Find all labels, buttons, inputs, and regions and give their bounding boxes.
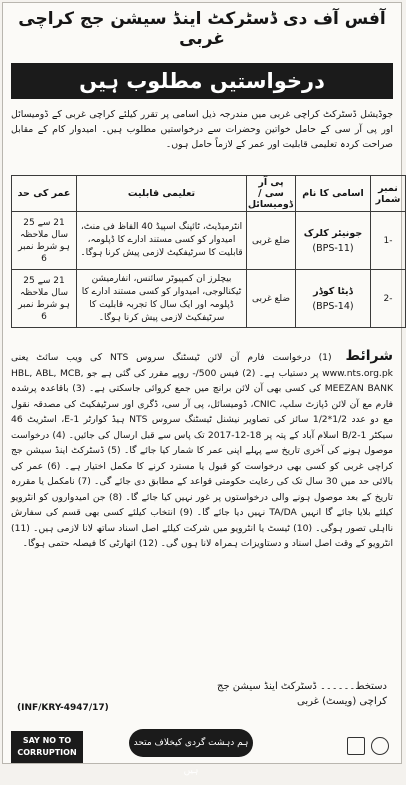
vacancies-table [11,175,406,328]
intro-paragraph: جوڈیشل ڈسٹرکٹ کراچی غربی میں مندرجہ ذیل اسامی پر تقرر کیلئے کراچی غربی کے ڈومیسائل اور پی آر سی کے حامل خواتین وحضرات سے درخواستیں مطلوب ہیں۔ امیدوار کام کے مقابل صراحت کردہ تعلیمی قابلیت اور عمر کے لازماً حامل ہوں۔ [11,109,393,150]
post-name: جونیئر کلرک [303,227,363,239]
corruption-line-1: SAY NO TO [22,736,72,745]
say-no-to-corruption-badge [11,731,83,763]
header-age: عمر کی حد [12,176,77,212]
header-serial: نمبر شمار [371,176,406,212]
qualification-cell: انٹرمیڈیٹ، ٹائپنگ اسپیڈ 40 الفاظ فی منٹ، امیدوار کو کسی مستند ادارے کا ڈپلومہ، قابلیت کا سرٹیفکیٹ لازمی پیش کرنا ہوگا۔ [77,212,247,270]
table-header-row [12,176,406,212]
signature-block [217,679,387,709]
conditions-block [11,349,393,552]
corruption-line-2: CORRUPTION [17,748,77,757]
nts-website-link[interactable]: www.nts.org.pk [322,367,394,379]
advertisement [2,2,402,776]
serial-cell: -2 [371,270,406,328]
bank-names: HBL, ABL, MCB, MEEZAN BANK [11,367,393,394]
age-cell: 21 سے 25 سال ملاحظہ ہو شرط نمبر 6 [12,212,77,270]
post-scale: (BPS-14) [312,300,354,312]
anti-terrorism-slogan: ہم دہشت گردی کیخلاف متحد ہیں [129,729,253,757]
post-name: ڈیٹا کوڈر [313,285,353,297]
seal-icon [371,737,389,755]
post-cell [296,212,371,270]
serial-cell: -1 [371,212,406,270]
domicile-cell: ضلع غربی [247,270,296,328]
post-scale: (BPS-11) [312,242,354,254]
signature-title: دستخط۔۔۔۔۔۔ ڈسٹرکٹ اینڈ سیشن جج [216,681,387,692]
header-domicile: پی آر سی / ڈومیسائل [247,176,296,212]
table-row [12,212,406,270]
header-post: اسامی کا نام [296,176,371,212]
signature-location: کراچی (ویسٹ) غربی [297,696,387,707]
conditions-heading: شرائط [345,348,394,364]
reference-number: (INF/KRY-4947/17) [17,703,109,713]
condition-text-3: کی کسی بھی آن لائن برانچ میں جمع کروائی جاسکتی ہے۔ (3) باقاعدہ پرشدہ فارم مع آن لائن ڈپازٹ سلپ، CNIC، ڈومیسائل، پی آر سی، ڈگری اور سرٹیفکیٹ کی مصدقہ نقول مع دو عدد 1/2*1/2 سائز کی تصاویر نیشنل ٹیسٹنگ سروس NTS ہیڈ کوارٹر 1-E، اسٹریٹ 46 سیکٹر B/2-1 اسلام آباد کے پتہ پر 18-12-2017 تک پاس سے قبل ارسال کی جائیں۔ (4) درخواست موصول ہونے کی آخری تاریخ سے پہلے اپنی عمر کا شمار کیا جائے گا۔ (5) ڈسٹرکٹ اینڈ سیشن جج کراچی غربی کو کسی بھی درخواست کو قبول یا مسترد کرنے کا مکمل اختیار ہے۔ (6) عمر کی بالائی حد میں 30 سال تک کی رعایت حکومتی قواعد کے مطابق دی جائے گی۔ (7) نامکمل یا مقررہ تاریخ کے بعد موصول ہونے والی درخواستوں پر غور نہیں کیا جائے گا۔ (8) جن امیدواروں کو انٹرویو کیلئے بلایا جائے گا انہیں TA/DA نہیں دیا جائے گا۔ (9) انتخاب کیلئے کسی بھی قسم کی سفارش نااہلی تصور ہوگی۔ (10) ٹیسٹ یا انٹرویو میں شرکت کیلئے اصل اسناد ساتھ لانا لازمی ہیں۔ (11) انٹرویو کے وقت اصل اسناد و دستاویزات ہمراہ لانا ہوں گی۔ (12) اتھارٹی کا فیصلہ حتمی ہوگا۔ [11,383,394,549]
footer-logos [347,737,389,755]
banner-title: درخواستیں مطلوب ہیں [11,63,393,99]
government-logo-icon [347,737,365,755]
post-cell [296,270,371,328]
table-row [12,270,406,328]
office-title: آفس آف دی ڈسٹرکٹ اینڈ سیشن جج کراچی غربی [18,9,386,49]
qualification-cell: بیچلرز ان کمپیوٹر سائنس، انفارمیشن ٹیکنالوجی، امیدوار کو کسی مستند ادارے کا ڈپلومہ اور ایک سال کا تجربہ قابلیت کا سرٹیفکیٹ لازمی پیش کرنا ہوگا۔ [77,270,247,328]
header-qualification: تعلیمی قابلیت [77,176,247,212]
domicile-cell: ضلع غربی [247,212,296,270]
age-cell: 21 سے 25 سال ملاحظہ ہو شرط نمبر 6 [12,270,77,328]
condition-text-2: پر دستیاب ہے۔ (2) فیس 500/- روپے مقرر کی گئی ہے جو [87,367,319,379]
condition-text-1: (1) درخواست فارم آن لائن ٹیسٹنگ سروس NTS کی ویب سائٹ یعنی [11,352,332,363]
